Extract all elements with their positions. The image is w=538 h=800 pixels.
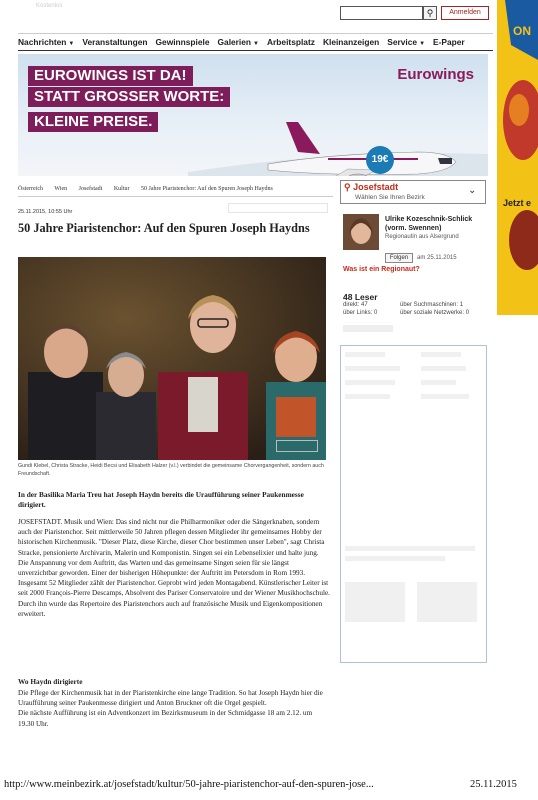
sidebar-widget: [340, 345, 487, 663]
nav-item-nachrichten[interactable]: Nachrichten ▼: [18, 37, 75, 47]
faint-line: [421, 380, 456, 385]
article-lead: In der Basilika Maria Treu hat Joseph Haydn bereits die Uraufführung seiner Paukenmesse dirigiert.: [18, 490, 304, 509]
faint-line: [345, 394, 390, 399]
regionaut-info-link[interactable]: Was ist ein Regionaut?: [343, 266, 420, 273]
article-photo[interactable]: [18, 257, 326, 460]
nav-item-kleinanzeigen[interactable]: Kleinanzeigen: [322, 37, 380, 47]
body-paragraph: Insgesamt 52 Mitglieder zählt der Piaristenchor. Geprobt wird jeden Montagabend. Künstlerischer Leiter ist seit 2000 François-Pierre Descamps, Absolvent des Pariser Conservatoire und der Wiener Musikhochschule. Durch ihn wurde das Repertoire des Piaristenchors auch auf französische Musik und Eigenkompositionen erweitert.: [18, 579, 330, 618]
faint-line: [345, 546, 475, 551]
stat-direct: direkt: 47: [343, 302, 368, 308]
side-ad-text: Jetzt e: [503, 198, 532, 208]
breadcrumb-item[interactable]: Wien: [54, 186, 68, 192]
side-ad[interactable]: [497, 0, 538, 315]
publish-date: 25.11.2015, 10:55 Uhr: [18, 209, 73, 215]
faint-line: [421, 352, 461, 357]
breadcrumb-current: 50 Jahre Piaristenchor: Auf den Spuren Joseph Haydns: [141, 186, 273, 192]
side-ad-illustration: [497, 0, 538, 315]
faint-line: [345, 366, 400, 371]
breadcrumb-item[interactable]: Josefstadt: [78, 186, 103, 192]
district-name[interactable]: ⚲ Josefstadt: [344, 182, 399, 192]
chevron-down-icon: ▼: [68, 41, 75, 47]
author-portrait: [343, 214, 379, 250]
breadcrumb-item[interactable]: Kultur: [113, 186, 130, 192]
breadcrumb-item[interactable]: Österreich: [18, 186, 43, 192]
faint-line: [345, 556, 445, 561]
body-paragraph: Die Pflege der Kirchenmusik hat in der Piaristenkirche eine lange Tradition. So hat Joseph Haydn hier die Uraufführung seiner Paukenmesse dirigiert und Anton Bruckner oft die Orgel gespielt.: [18, 689, 323, 708]
search-input[interactable]: [340, 6, 423, 20]
faint-line: [421, 366, 466, 371]
stat-search: über Suchmaschinen: 1: [400, 302, 464, 308]
faint-block: [345, 582, 405, 622]
reader-count: 48 Leser: [343, 292, 378, 302]
banner-headline-1: EUROWINGS IST DA!: [28, 66, 193, 86]
article-body-2: [18, 688, 330, 729]
faint-top-text: Kostenlos: [36, 3, 63, 9]
chevron-down-icon: ▼: [253, 41, 259, 47]
location-pin-icon: ⚲: [344, 182, 351, 192]
eurowings-banner-ad[interactable]: [18, 54, 488, 176]
nav-item-gewinnspiele[interactable]: Gewinnspiele: [155, 37, 210, 47]
follow-button[interactable]: Folgen: [385, 253, 413, 263]
avatar[interactable]: [343, 214, 379, 250]
footer-date: 25.11.2015: [470, 779, 517, 790]
eurowings-logo: Eurowings: [397, 66, 474, 83]
stat-links: über Links: 0: [343, 310, 378, 316]
faint-line: [421, 394, 469, 399]
article-subheading: Wo Haydn dirigierte: [18, 677, 83, 686]
choir-members-photo: [18, 257, 326, 460]
page-title: 50 Jahre Piaristenchor: Auf den Spuren Joseph Haydns: [18, 221, 310, 235]
price-badge: 19€: [366, 146, 394, 174]
banner-headline-3: KLEINE PREISE.: [28, 112, 158, 132]
faint-label: [343, 325, 393, 332]
search-icon[interactable]: ⚲: [423, 6, 437, 20]
author-date: am 25.11.2015: [417, 255, 457, 261]
nav-item-veranstaltungen[interactable]: Veranstaltungen: [82, 37, 148, 47]
district-subtitle: Wählen Sie Ihren Bezirk: [355, 194, 425, 201]
stat-social: über soziale Netzwerke: 0: [400, 310, 470, 316]
body-paragraph: JOSEFSTADT. Musik und Wien: Das sind nicht nur die Philharmoniker oder die Sängerknaben, sondern auch der Piaristenchor. Seit mittlerweile 50 Jahren pflegen dessen Mitglieder ihr gemeinsames Hobby der historischen Kirchenmusik. "Dieser Platz, diese Kirche, dieser Chor bestimmen unser Leben", sagt Christa Stracke, pensionierte Archivarin, Malerin und Komponistin. Singen sei ein Lebenselixier und halte jung. Die Anspannung vor dem Auftritt, das Warten und das gemeinsame Singen seien für sie längst unverzichtbar geworden. Einer der bisherigen Höhepunkte: der Auftritt im Petersdom in Rom 1993.: [18, 518, 325, 578]
nav-item-service[interactable]: Service ▼: [387, 37, 426, 47]
nav-item-epaper[interactable]: E-Paper: [433, 37, 465, 47]
faint-line: [345, 352, 385, 357]
svg-text:ON: ON: [513, 24, 531, 38]
banner-headline-2: STATT GROSSER WORTE:: [28, 87, 230, 107]
faint-block: [417, 582, 477, 622]
faint-line: [345, 380, 395, 385]
chevron-down-icon: ▼: [419, 41, 426, 47]
author-role: Regionautin aus Alsergrund: [385, 234, 459, 240]
login-button[interactable]: Anmelden: [441, 6, 489, 20]
enlarge-photo-button[interactable]: [276, 440, 318, 452]
body-paragraph: Die nächste Aufführung ist ein Adventkonzert im Bezirksmuseum in der Schmidgasse 18 am 2.12. um 19.30 Uhr.: [18, 709, 313, 728]
photo-caption: Gundi Klebel, Christa Stracke, Heidi Becsi und Elisabeth Halzer (v.l.) verbindet die gemeinsame Chorvergangenheit, sondern auch Freundschaft.: [18, 463, 324, 477]
divider: [18, 196, 333, 197]
footer-url: http://www.meinbezirk.at/josefstadt/kultur/50-jahre-piaristenchor-auf-den-spuren-jose...: [4, 779, 374, 790]
main-nav: [18, 33, 493, 51]
faint-placeholder-box: [228, 203, 328, 213]
nav-item-galerien[interactable]: Galerien ▼: [217, 37, 259, 47]
chevron-down-icon[interactable]: ⌄: [468, 185, 477, 196]
author-name[interactable]: Ulrike Kozeschnik-Schlick (vorm. Swennen): [385, 216, 473, 232]
breadcrumb: [18, 186, 283, 192]
article-body: [18, 517, 330, 619]
nav-item-arbeitsplatz[interactable]: Arbeitsplatz: [267, 37, 315, 47]
